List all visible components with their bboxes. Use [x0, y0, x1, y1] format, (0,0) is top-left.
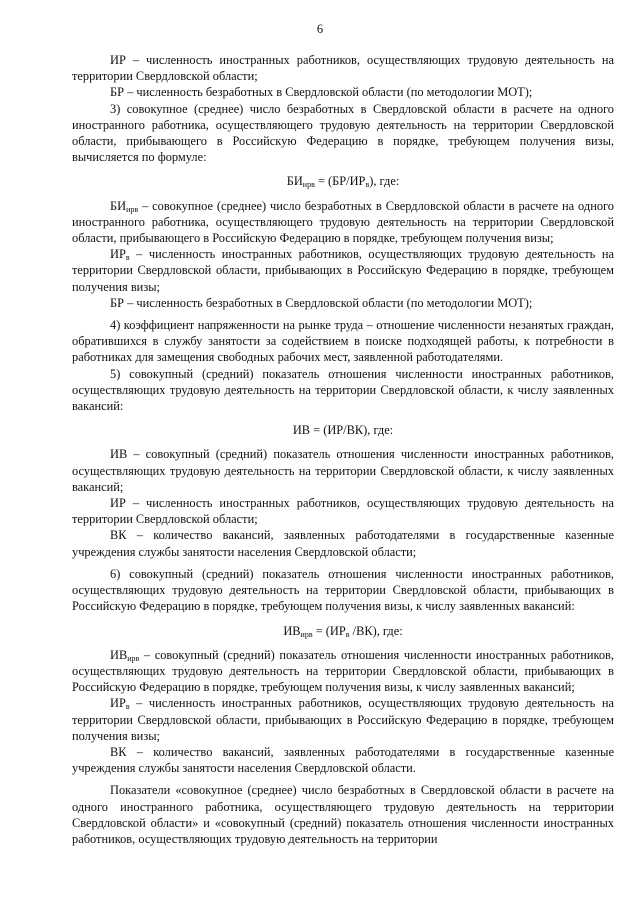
text-run: = (ИР	[312, 623, 346, 638]
paragraph	[72, 495, 614, 527]
text-run: БИ	[286, 174, 303, 189]
text-run: БР – численность безработных в Свердловской области (по методологии МОТ);	[110, 85, 533, 100]
paragraph	[72, 782, 614, 847]
text-run: 4) коэффициент напряженности на рынке труда – отношение численности незанятых граждан, обратившихся в службу занятости за содействием в поиске подходящей работы, к потребности в работниках для замещения свободных рабочих мест, заявленной работодателями.	[72, 318, 614, 365]
paragraph	[72, 446, 614, 495]
text-run: ), где:	[369, 174, 400, 189]
subscript: в	[365, 180, 370, 190]
paragraph	[72, 246, 614, 295]
text-run: БР – численность безработных в Свердловской области (по методологии МОТ);	[110, 295, 533, 310]
document-body	[72, 52, 614, 847]
text-run: ИР – численность иностранных работников, осуществляющих трудовую деятельность на территории Свердловской области;	[72, 53, 614, 84]
text-run: ИВ	[110, 647, 128, 662]
paragraph	[72, 52, 614, 84]
text-run: 5) совокупный (средний) показатель отношения численности иностранных работников, осуществляющих трудовую деятельность на территории Свердловской области, к числу заявленных вакансий:	[72, 366, 614, 414]
text-run: ВК – количество вакансий, заявленных работодателями в государственные казенные учреждения службы занятости населения Свердловской области;	[72, 528, 614, 559]
formula	[72, 422, 614, 438]
text-run: – совокупный (средний) показатель отношения численности иностранных работников, осуществляющих трудовую деятельность на территории Свердловской области, прибывающих в Российскую Федерацию в порядке, требующем получения визы, к числу заявленных вакансий;	[72, 647, 614, 695]
text-run: – совокупное (среднее) число безработных в Свердловской области в расчете на одного иностранного работника, осуществляющего трудовую деятельность на территории Свердловской области, прибывающего в Российскую Федерацию в порядке, требующем получения визы;	[72, 198, 614, 246]
text-run: 6) совокупный (средний) показатель отношения численности иностранных работников, осуществляющих трудовую деятельность на территории Свердловской области, прибывающих в Российскую Федерацию в порядке, требующем получения визы, к числу заявленных вакансий:	[72, 566, 614, 614]
text-run: ИР – численность иностранных работников, осуществляющих трудовую деятельность на территории Свердловской области;	[72, 496, 614, 527]
subscript: ирв	[127, 653, 140, 663]
paragraph	[72, 317, 614, 366]
subscript: ирв	[126, 204, 139, 214]
subscript: в	[125, 702, 130, 712]
subscript: ирв	[300, 629, 313, 639]
paragraph	[72, 198, 614, 247]
formula	[72, 623, 614, 639]
text-run: = (БР/ИР	[314, 174, 366, 189]
paragraph	[72, 744, 614, 776]
paragraph	[72, 101, 614, 166]
text-run: БИ	[110, 198, 127, 213]
text-run: ИР	[110, 247, 126, 262]
paragraph	[72, 527, 614, 559]
paragraph	[72, 295, 614, 311]
text-run: /ВК), где:	[349, 623, 403, 638]
text-run: ИВ	[283, 623, 301, 638]
subscript: в	[125, 253, 130, 263]
text-run: – численность иностранных работников, осуществляющих трудовую деятельность на территории Свердловской области, прибывающих в Российскую Федерацию в порядке, требующем получения визы;	[72, 696, 614, 743]
text-run: ИВ – совокупный (средний) показатель отношения численности иностранных работников, осуществляющих трудовую деятельность на территории Свердловской области, к числу заявленных вакансий;	[72, 447, 614, 494]
text-run: 3) совокупное (среднее) число безработных в Свердловской области в расчете на одного иностранного работника, осуществляющего трудовую деятельность на территории Свердловской области, прибывающего в Российскую Федерацию в порядке, требующем получения визы, вычисляется по формуле:	[72, 101, 614, 165]
formula	[72, 173, 614, 189]
text-run: ИВ = (ИР/ВК), где:	[292, 423, 394, 438]
paragraph	[72, 366, 614, 415]
page-number: 6	[316, 22, 324, 36]
paragraph	[72, 647, 614, 696]
paragraph	[72, 84, 614, 100]
text-run: Показатели «совокупное (среднее) число безработных в Свердловской области в расчете на одного иностранного работника, осуществляющего трудовую деятельность на территории Свердловской области» и «совокупный (средний) показатель отношения численности иностранных работников, осуществляющих трудовую деятельность на территории	[72, 783, 614, 846]
text-run: ВК – количество вакансий, заявленных работодателями в государственные казенные учреждения службы занятости населения Свердловской области.	[72, 744, 614, 776]
text-run: ИР	[110, 696, 126, 711]
subscript: в	[345, 629, 350, 639]
paragraph	[72, 566, 614, 615]
paragraph	[72, 695, 614, 744]
text-run: – численность иностранных работников, осуществляющих трудовую деятельность на территории Свердловской области, прибывающих в Российскую Федерацию в порядке, требующем получения визы;	[72, 247, 614, 294]
subscript: ирв	[302, 180, 315, 190]
